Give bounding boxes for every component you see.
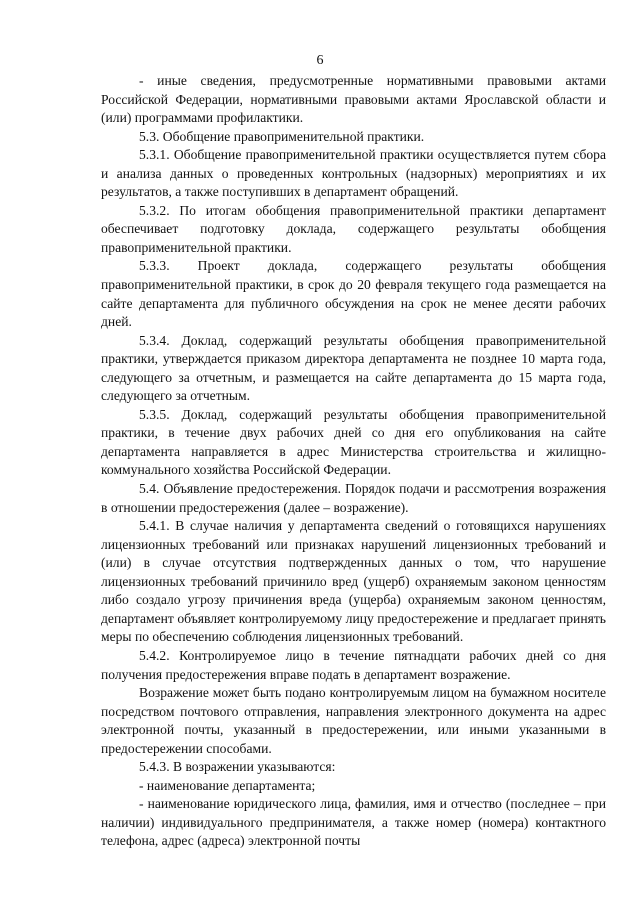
paragraph: 5.3.2. По итогам обобщения правоприменительной практики департамент обеспечивает подготовку доклада, содержащего результаты обобщения правоприменительной практики. bbox=[101, 202, 606, 255]
document-body bbox=[101, 72, 606, 851]
paragraph: 5.4.3. В возражении указываются: bbox=[139, 759, 336, 775]
paragraph: - наименование департамента; bbox=[139, 777, 316, 793]
paragraph: 5.3.4. Доклад, содержащий результаты обобщения правоприменительной практики, утверждается приказом директора департамента не позднее 10 марта года, следующего за отчетным, и размещается на сайте департамента до 15 марта года, следующего за отчетным. bbox=[101, 332, 606, 404]
paragraph: - наименование юридического лица, фамилия, имя и отчество (последнее – при наличии) индивидуального предпринимателя, а также номер (номера) контактного телефона, адрес (адреса) электронной почты bbox=[101, 796, 606, 849]
paragraph: 5.4. Объявление предостережения. Порядок подачи и рассмотрения возражения в отношении предостережения (далее – возражение). bbox=[101, 481, 606, 515]
paragraph: 5.3.1. Обобщение правоприменительной практики осуществляется путем сбора и анализа данных о проведенных контрольных (надзорных) мероприятиях и их результатов, а также поступивших в департамент обращений. bbox=[101, 147, 606, 200]
page-number: 6 bbox=[316, 53, 324, 68]
paragraph: 5.4.2. Контролируемое лицо в течение пятнадцати рабочих дней со дня получения предостережения вправе подать в департамент возражение. bbox=[101, 647, 606, 682]
paragraph: 5.3.3. Проект доклада, содержащего результаты обобщения правоприменительной практики, в срок до 20 февраля текущего года размещается на сайте департамента для публичного обсуждения на срок не менее десяти рабочих дней. bbox=[101, 258, 606, 330]
paragraph: Возражение может быть подано контролируемым лицом на бумажном носителе посредством почтового отправления, направления электронного документа на адрес электронной почты, указанный в предостережении, или иными указанными в предостережении способами. bbox=[101, 685, 606, 756]
paragraph: 5.4.1. В случае наличия у департамента сведений о готовящихся нарушениях лицензионных требований или признаках нарушений лицензионных требований и (или) в случае отсутствия подтвержденных данных о том, что нарушение лицензионных требований причинило вред (ущерб) охраняемым законом ценностям либо создало угрозу причинения вреда (ущерба) охраняемым законом ценностям, департамент объявляет контролируемому лицу предостережение и предлагает принять меры по обеспечению соблюдения лицензионных требований. bbox=[101, 518, 606, 645]
paragraph: - иные сведения, предусмотренные нормативными правовыми актами Российской Федерации, нормативными правовыми актами Ярославской области и (или) программами профилактики. bbox=[101, 73, 606, 126]
paragraph: 5.3. Обобщение правоприменительной практики. bbox=[139, 128, 425, 144]
paragraph: 5.3.5. Доклад, содержащий результаты обобщения правоприменительной практики, в течение двух рабочих дней со дня его опубликования на сайте департамента направляется в адрес Министерства строительства и жилищно-коммунального хозяйства Российской Федерации. bbox=[101, 406, 606, 478]
